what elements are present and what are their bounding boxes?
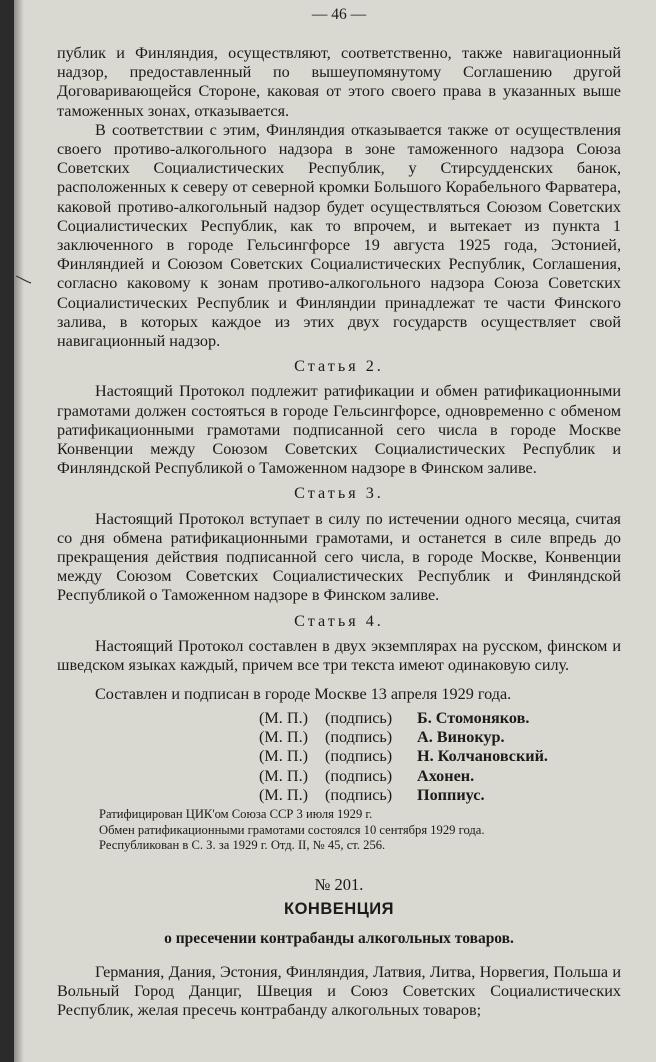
signature-block bbox=[259, 709, 621, 806]
signature-mark: (подпись) bbox=[325, 727, 393, 746]
article-3-heading: Статья 3. bbox=[294, 484, 384, 503]
document-page bbox=[14, 0, 656, 1062]
note-ratified: Ратифицирован ЦИК'ом Союза ССР 3 июля 1929 г. bbox=[99, 807, 373, 822]
signature-mark: (подпись) bbox=[325, 766, 393, 785]
article-2-text: Настоящий Протокол подлежит ратификации и обмен ратификационными грамотами должен состояться в городе Гельсингфорсе, одновременно с обменом ратификационными грамотами подписанной сего числа в городе Москве Конвенции между Союзом Советских Социалистических Республик и Финляндской Республикой о Таможенном надзоре в Финском заливе. bbox=[57, 382, 621, 478]
signatory-name: Ахонен. bbox=[417, 766, 475, 785]
signatory-name: Б. Стомоняков. bbox=[417, 708, 530, 727]
signature-mark: (подпись) bbox=[325, 786, 393, 805]
paragraph-continuation: публик и Финляндия, осуществляют, соответственно, также навигационный надзор, предоставленный по вышеупомянутому Соглашению другой Договаривающейся Стороне, каковая от этого своего права в указанных выше таможенных зонах, отказывается. bbox=[57, 44, 621, 120]
document-number: № 201. bbox=[314, 875, 364, 895]
signature-row bbox=[259, 747, 621, 766]
seal-mark: (М. П.) bbox=[259, 708, 309, 727]
article-3-text: Настоящий Протокол вступает в силу по истечении одного месяца, считая со дня обмена ратификационными грамотами, и останется в силе впредь до прекращения действия подписанной сего числа, в городе Москве, Конвенции между Союзом Советских Социалистических Республик и Финляндской Республикой о Таможенном надзоре в Финском заливе. bbox=[57, 509, 621, 605]
document-title: КОНВЕНЦИЯ bbox=[284, 900, 394, 919]
seal-mark: (М. П.) bbox=[259, 747, 309, 766]
signatory-name: Поппиус. bbox=[417, 786, 485, 805]
pencil-margin-mark bbox=[15, 274, 33, 284]
seal-mark: (М. П.) bbox=[259, 766, 309, 785]
seal-mark: (М. П.) bbox=[259, 786, 309, 805]
note-published: Республикован в С. З. за 1929 г. Отд. II, № 45, ст. 256. bbox=[99, 837, 386, 852]
protocol-text bbox=[57, 44, 621, 1020]
article-4-heading: Статья 4. bbox=[294, 611, 384, 630]
page-content bbox=[57, 0, 621, 1020]
convention-preamble: Германия, Дания, Эстония, Финляндия, Латвия, Литва, Норвегия, Польша и Вольный Город Данциг, Швеция и Союз Советских Социалистических Республик, желая пресечь контрабанду алкогольных товаров; bbox=[57, 962, 621, 1020]
article-4-text: Настоящий Протокол составлен в двух экземплярах на русском, финском и шведском языках каждый, причем все три текста имеют одинаковую силу. bbox=[57, 636, 621, 675]
signature-mark: (подпись) bbox=[325, 747, 393, 766]
paragraph-finland-renunciation: В соответствии с этим, Финляндия отказывается также от осуществления своего противо-алкогольного надзора в зоне таможенного надзора Союза Советских Социалистических Республик, у Стирсудденских банок, расположенных к северу от северной кромки Большого Корабельного Фарватера, каковой противо-алкогольный надзор будет осуществляться Союзом Советских Социалистических Республик, как то впрочем, и вытекает из пункта 1 заключенного в городе Гельсингфорсе 19 августа 1925 года, Эстонией, Финляндией и Союзом Советских Социалистических Республик, Соглашения, согласно каковому к зонам противо-алкогольного надзора Союза Советских Социалистических Республик и Финляндии принадлежат те части Финского залива, в которых каждое из этих двух государств осуществляет свой навигационный надзор. bbox=[57, 120, 621, 351]
seal-mark: (М. П.) bbox=[259, 727, 309, 746]
signature-row bbox=[259, 786, 621, 805]
page-number: — 46 — bbox=[311, 6, 367, 23]
note-exchange: Обмен ратификационными грамотами состоялся 10 сентября 1929 года. bbox=[99, 822, 485, 837]
signature-row bbox=[259, 709, 621, 728]
signatory-name: Н. Колчановский. bbox=[417, 747, 548, 766]
signatory-name: А. Винокур. bbox=[417, 727, 505, 746]
document-subtitle: о пресечении контрабанды алкогольных товаров. bbox=[164, 930, 514, 948]
signing-place-date: Составлен и подписан в городе Москве 13 апреля 1929 года. bbox=[95, 685, 512, 704]
page-spine-shadow bbox=[14, 0, 24, 1062]
signature-row bbox=[259, 767, 621, 786]
signature-mark: (подпись) bbox=[325, 708, 393, 727]
signature-row bbox=[259, 728, 621, 747]
ratification-notes bbox=[99, 807, 621, 853]
article-2-heading: Статья 2. bbox=[294, 357, 384, 376]
